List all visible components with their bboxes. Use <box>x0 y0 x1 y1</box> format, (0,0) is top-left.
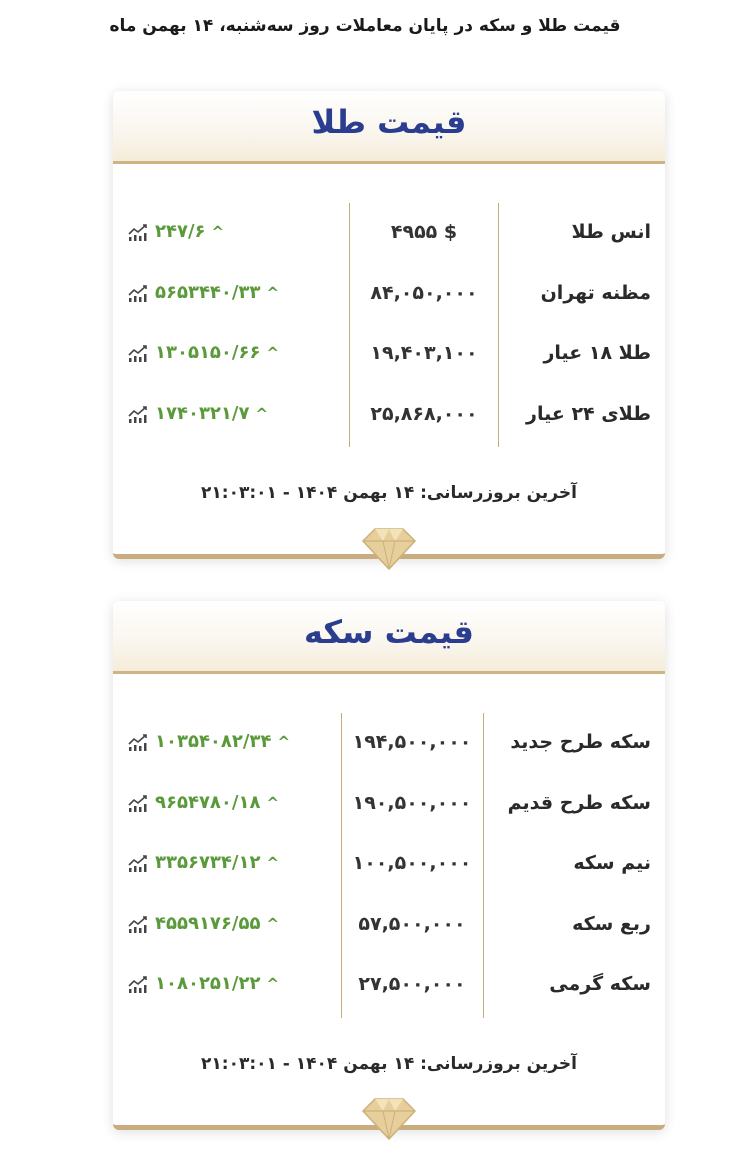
caret-up-icon: ^ <box>211 222 225 241</box>
price-row <box>113 852 665 892</box>
coin-price-card <box>113 601 665 1130</box>
item-change <box>127 342 279 363</box>
last-updated: آخرین بروزرسانی: ۱۴ بهمن ۱۴۰۴ - ۲۱:۰۳:۰۱ <box>201 483 577 503</box>
chart-icon[interactable] <box>127 853 149 873</box>
change-value: ۳۳۵۶۷۳۴/۱۲ <box>155 852 261 873</box>
price-row <box>113 403 665 443</box>
card-header <box>113 601 665 674</box>
change-value: ۲۴۷/۶ <box>155 221 206 242</box>
caret-up-icon: ^ <box>266 974 280 993</box>
chart-icon[interactable] <box>127 404 149 424</box>
chart-icon[interactable] <box>127 283 149 303</box>
price-row <box>113 973 665 1013</box>
item-name: نیم سکه <box>573 852 651 874</box>
change-value: ۵۶۵۳۴۴۰/۳۳ <box>155 282 261 303</box>
price-row <box>113 221 665 261</box>
caret-up-icon: ^ <box>266 914 280 933</box>
item-change <box>127 403 268 424</box>
chart-icon[interactable] <box>127 343 149 363</box>
item-name: سکه طرح جدید <box>510 731 651 753</box>
item-change <box>127 221 224 242</box>
item-name: سکه گرمی <box>549 973 651 995</box>
card-title: قیمت سکه <box>304 613 474 651</box>
price-row <box>113 731 665 771</box>
price-row <box>113 342 665 382</box>
caret-up-icon: ^ <box>277 732 291 751</box>
change-value: ۱۷۴۰۳۲۱/۷ <box>155 403 250 424</box>
last-updated: آخرین بروزرسانی: ۱۴ بهمن ۱۴۰۴ - ۲۱:۰۳:۰۱ <box>201 1054 577 1074</box>
diamond-icon <box>361 1095 417 1141</box>
change-value: ۱۰۸۰۲۵۱/۲۲ <box>155 973 261 994</box>
item-change <box>127 973 279 994</box>
gold-price-card <box>113 91 665 559</box>
chart-icon[interactable] <box>127 732 149 752</box>
item-price: ۱۹۰,۵۰۰,۰۰۰ <box>352 792 472 814</box>
card-header <box>113 91 665 164</box>
chart-icon[interactable] <box>127 793 149 813</box>
chart-icon[interactable] <box>127 974 149 994</box>
caret-up-icon: ^ <box>266 853 280 872</box>
item-price: ۵۷,۵۰۰,۰۰۰ <box>358 913 466 935</box>
item-price: $ ۴۹۵۵ <box>390 221 458 243</box>
price-row <box>113 282 665 322</box>
item-name: طلا ۱۸ عیار <box>543 342 651 364</box>
item-price: ۲۵,۸۶۸,۰۰۰ <box>370 403 478 425</box>
change-value: ۴۵۵۹۱۷۶/۵۵ <box>155 913 261 934</box>
item-price: ۲۷,۵۰۰,۰۰۰ <box>358 973 466 995</box>
chart-icon[interactable] <box>127 222 149 242</box>
caret-up-icon: ^ <box>266 343 280 362</box>
change-value: ۱۰۳۵۴۰۸۲/۳۴ <box>155 731 272 752</box>
caret-up-icon: ^ <box>255 404 269 423</box>
item-change <box>127 282 279 303</box>
card-title: قیمت طلا <box>311 103 467 141</box>
item-name: مظنه تهران <box>540 282 651 304</box>
item-price: ۱۰۰,۵۰۰,۰۰۰ <box>352 852 472 874</box>
diamond-icon <box>361 525 417 571</box>
price-row <box>113 913 665 953</box>
item-price: ۱۹۴,۵۰۰,۰۰۰ <box>352 731 472 753</box>
item-name: طلای ۲۴ عیار <box>526 403 651 425</box>
item-change <box>127 913 279 934</box>
price-row <box>113 792 665 832</box>
caret-up-icon: ^ <box>266 283 280 302</box>
item-name: ربع سکه <box>572 913 651 935</box>
item-change <box>127 852 279 873</box>
caret-up-icon: ^ <box>266 793 280 812</box>
change-value: ۱۳۰۵۱۵۰/۶۶ <box>155 342 261 363</box>
item-change <box>127 792 279 813</box>
change-value: ۹۶۵۴۷۸۰/۱۸ <box>155 792 261 813</box>
item-price: ۱۹,۴۰۳,۱۰۰ <box>370 342 478 364</box>
page-headline: قیمت طلا و سکه در پایان معاملات روز سه‌شنبه، ۱۴ بهمن ماه <box>109 16 621 36</box>
chart-icon[interactable] <box>127 914 149 934</box>
item-name: سکه طرح قدیم <box>507 792 651 814</box>
item-name: انس طلا <box>571 221 651 243</box>
item-change <box>127 731 290 752</box>
item-price: ۸۴,۰۵۰,۰۰۰ <box>370 282 478 304</box>
